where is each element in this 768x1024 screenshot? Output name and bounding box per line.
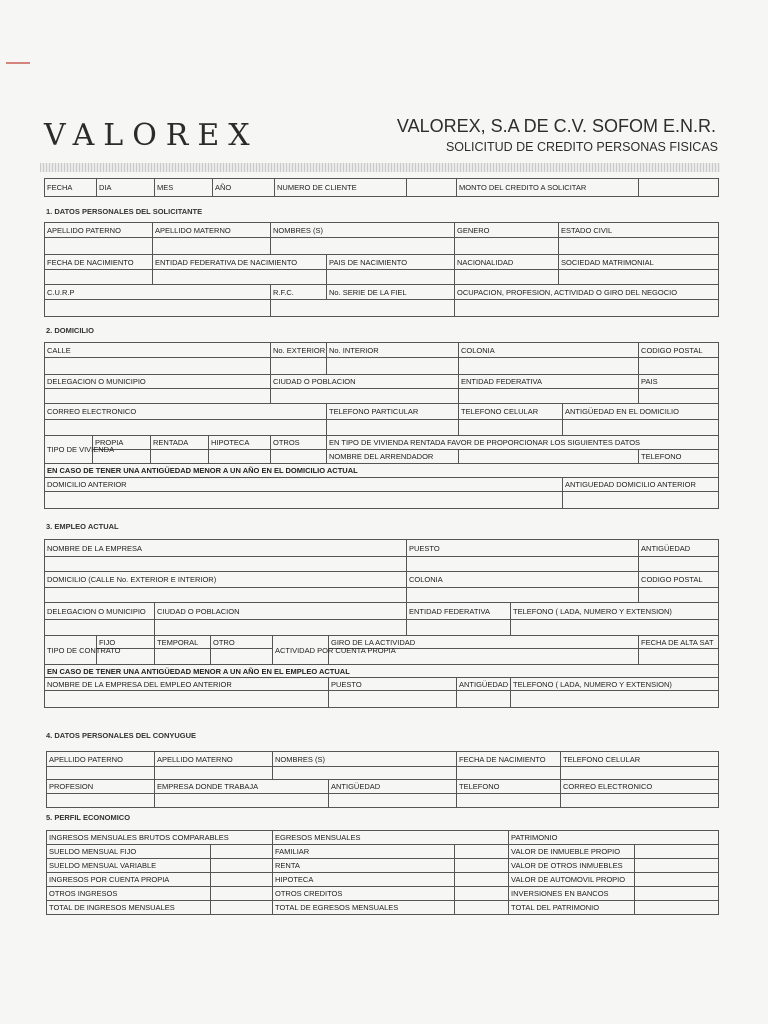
otros-checkbox[interactable] [271, 450, 327, 464]
patrimonio-label: INVERSIONES EN BANCOS [509, 887, 635, 901]
conyuge-correo-field[interactable] [561, 794, 719, 808]
conyuge-antiguedad-field[interactable] [329, 794, 457, 808]
total-egresos-field[interactable] [455, 901, 509, 915]
domicilio-anterior-label: DOMICILIO ANTERIOR [45, 478, 563, 492]
estado-civil-field[interactable] [559, 238, 719, 255]
delegacion-field[interactable] [45, 389, 271, 404]
conyuge-apellido-paterno-field[interactable] [47, 767, 155, 780]
fecha-nacimiento-label: FECHA DE NACIMIENTO [45, 255, 153, 270]
conyuge-telefono-field[interactable] [457, 794, 561, 808]
conyuge-telefono-label: TELEFONO [457, 780, 561, 794]
no-interior-label: No. INTERIOR [327, 343, 459, 358]
patrimonio-field[interactable] [635, 873, 719, 887]
puesto-anterior-field[interactable] [329, 691, 457, 708]
egreso-field[interactable] [455, 859, 509, 873]
ingreso-label: INGRESOS POR CUENTA PROPIA [47, 873, 211, 887]
rentada-note: EN TIPO DE VIVIENDA RENTADA FAVOR DE PROPORCIONAR LOS SIGUIENTES DATOS [327, 436, 719, 450]
empresa-label: NOMBRE DE LA EMPRESA [45, 540, 407, 557]
egreso-label: RENTA [273, 859, 455, 873]
pais-field[interactable] [639, 389, 719, 404]
ingreso-field[interactable] [211, 887, 273, 901]
codigo-postal-label: CODIGO POSTAL [639, 343, 719, 358]
egresos-header: EGRESOS MENSUALES [273, 831, 509, 845]
conyuge-apellido-paterno-label: APELLIDO PATERNO [47, 752, 155, 767]
patrimonio-label: VALOR DE INMUEBLE PROPIO [509, 845, 635, 859]
economic-profile-table [46, 830, 719, 915]
patrimonio-field[interactable] [635, 887, 719, 901]
fecha-label: FECHA [45, 179, 97, 197]
total-ingresos-label: TOTAL DE INGRESOS MENSUALES [47, 901, 211, 915]
ciudad-empleo-label: CIUDAD O POBLACION [155, 603, 407, 620]
empresa-anterior-label: NOMBRE DE LA EMPRESA DEL EMPLEO ANTERIOR [45, 678, 329, 691]
domicilio-anterior-field[interactable] [45, 492, 563, 509]
patrimonio-label: VALOR DE AUTOMOVIL PROPIO [509, 873, 635, 887]
egreso-field[interactable] [455, 873, 509, 887]
margin-mark [6, 62, 30, 64]
patrimonio-header: PATRIMONIO [509, 831, 719, 845]
calle-field[interactable] [45, 358, 271, 375]
personal-data-table [44, 222, 719, 317]
codigo-postal-empleo-field[interactable] [639, 588, 719, 603]
conyuge-apellido-materno-label: APELLIDO MATERNO [155, 752, 273, 767]
ciudad-field[interactable] [271, 389, 459, 404]
total-ingresos-field[interactable] [211, 901, 273, 915]
delegacion-empleo-field[interactable] [45, 620, 155, 636]
puesto-anterior-label: PUESTO [329, 678, 457, 691]
ingreso-field[interactable] [211, 845, 273, 859]
nacionalidad-field[interactable] [455, 270, 559, 285]
conyuge-antiguedad-label: ANTIGÜEDAD [329, 780, 457, 794]
antiguedad-domicilio-label: ANTIGÜEDAD EN EL DOMICILIO [563, 404, 719, 420]
domicilio-menor-anio-note: EN CASO DE TENER UNA ANTIGÜEDAD MENOR A UN AÑO EN EL DOMICILIO ACTUAL [45, 464, 719, 478]
otro-option[interactable]: OTRO [211, 636, 273, 649]
section-4-title: 4. DATOS PERSONALES DEL CONYUGUE [46, 731, 197, 740]
temporal-option[interactable]: TEMPORAL [155, 636, 211, 649]
fecha-nacimiento-field[interactable] [45, 270, 153, 285]
antiguedad-anterior-empleo-label: ANTIGÜEDAD [457, 678, 511, 691]
pais-label: PAIS [639, 375, 719, 389]
egreso-label: FAMILIAR [273, 845, 455, 859]
logo: VALOREX [44, 118, 259, 153]
ocupacion-label: OCUPACION, PROFESION, ACTIVIDAD O GIRO DEL NEGOCIO [455, 285, 719, 300]
no-exterior-label: No. EXTERIOR [271, 343, 327, 358]
company-name: VALOREX, S.A DE C.V. SOFOM E.N.R. [396, 116, 716, 136]
pais-nacimiento-label: PAIS DE NACIMIENTO [327, 255, 455, 270]
apellido-paterno-label: APELLIDO PATERNO [45, 223, 153, 238]
calle-label: CALLE [45, 343, 271, 358]
request-info-table [44, 178, 719, 197]
sociedad-field[interactable] [559, 270, 719, 285]
colonia-empleo-label: COLONIA [407, 572, 639, 588]
entidad-empleo-field[interactable] [407, 620, 511, 636]
empleo-menor-anio-note: EN CASO DE TENER UNA ANTIGÜEDAD MENOR A UN AÑO EN EL EMPLEO ACTUAL [45, 665, 719, 678]
conyuge-profesion-field[interactable] [47, 794, 155, 808]
domicilio-empleo-field[interactable] [45, 588, 407, 603]
propia-option[interactable]: PROPIA [93, 436, 151, 450]
address-table [44, 342, 719, 509]
telefono-anterior-field[interactable] [511, 691, 719, 708]
egreso-field[interactable] [455, 887, 509, 901]
telefono-anterior-label: TELEFONO ( LADA, NUMERO Y EXTENSION) [511, 678, 719, 691]
delegacion-empleo-label: DELEGACION O MUNICIPIO [45, 603, 155, 620]
no-interior-field[interactable] [327, 358, 459, 375]
tel-particular-label: TELEFONO PARTICULAR [327, 404, 459, 420]
rentada-option[interactable]: RENTADA [151, 436, 209, 450]
employment-table [44, 539, 719, 708]
monto-label: MONTO DEL CREDITO A SOLICITAR [457, 179, 639, 197]
rentada-checkbox[interactable] [151, 450, 209, 464]
arrendador-label: NOMBRE DEL ARRENDADOR [327, 450, 459, 464]
tel-celular-field[interactable] [459, 420, 563, 436]
telefono-arrendador-label: TELEFONO [639, 450, 719, 464]
antiguedad-anterior-label: ANTIGUEDAD DOMICILIO ANTERIOR [563, 478, 719, 492]
giro-label: GIRO DE LA ACTIVIDAD [329, 636, 639, 649]
hipoteca-checkbox[interactable] [209, 450, 271, 464]
entidad-nacimiento-label: ENTIDAD FEDERATIVA DE NACIMIENTO [153, 255, 327, 270]
header-divider [40, 163, 720, 172]
ingreso-field[interactable] [211, 873, 273, 887]
anio-field[interactable]: AÑO [213, 179, 275, 197]
temporal-checkbox[interactable] [155, 649, 211, 665]
tel-celular-label: TELEFONO CELULAR [459, 404, 563, 420]
apellido-materno-label: APELLIDO MATERNO [153, 223, 271, 238]
patrimonio-field[interactable] [635, 859, 719, 873]
conyuge-empresa-field[interactable] [155, 794, 329, 808]
ingreso-field[interactable] [211, 859, 273, 873]
estado-civil-label: ESTADO CIVIL [559, 223, 719, 238]
telefono-empleo-label: TELEFONO ( LADA, NUMERO Y EXTENSION) [511, 603, 719, 620]
tel-particular-field[interactable] [327, 420, 459, 436]
nombres-field[interactable] [271, 238, 455, 255]
fecha-alta-label: FECHA DE ALTA SAT [639, 636, 719, 649]
rfc-label: R.F.C. [271, 285, 327, 300]
conyuge-fecha-nacimiento-field[interactable] [457, 767, 561, 780]
ciudad-label: CIUDAD O POBLACION [271, 375, 459, 389]
tipo-contrato-label: TIPO DE CONTRATO [45, 636, 97, 665]
antiguedad-empleo-field[interactable] [639, 557, 719, 572]
domicilio-empleo-label: DOMICILIO (CALLE No. EXTERIOR E INTERIOR) [45, 572, 407, 588]
ingreso-label: SUELDO MENSUAL FIJO [47, 845, 211, 859]
conyuge-nombres-field[interactable] [273, 767, 457, 780]
hipoteca-option[interactable]: HIPOTECA [209, 436, 271, 450]
ingreso-label: OTROS INGRESOS [47, 887, 211, 901]
empresa-anterior-field[interactable] [45, 691, 329, 708]
entidad-empleo-label: ENTIDAD FEDERATIVA [407, 603, 511, 620]
antiguedad-domicilio-field[interactable] [563, 420, 719, 436]
puesto-label: PUESTO [407, 540, 639, 557]
puesto-field[interactable] [407, 557, 639, 572]
conyuge-tel-celular-label: TELEFONO CELULAR [561, 752, 719, 767]
section-2-title: 2. DOMICILIO [46, 326, 94, 335]
no-exterior-field[interactable] [271, 358, 327, 375]
antiguedad-anterior-field[interactable] [563, 492, 719, 509]
numero-cliente-field[interactable] [407, 179, 457, 197]
colonia-empleo-field[interactable] [407, 588, 639, 603]
conyuge-apellido-materno-field[interactable] [155, 767, 273, 780]
section-5-title: 5. PERFIL ECONOMICO [46, 813, 131, 822]
section-1-title: 1. DATOS PERSONALES DEL SOLICITANTE [46, 207, 203, 216]
conyuge-fecha-nacimiento-label: FECHA DE NACIMIENTO [457, 752, 561, 767]
pais-nacimiento-field[interactable] [327, 270, 455, 285]
total-patrimonio-label: TOTAL DEL PATRIMONIO [509, 901, 635, 915]
total-patrimonio-field[interactable] [635, 901, 719, 915]
genero-label: GENERO [455, 223, 559, 238]
conyuge-profesion-label: PROFESION [47, 780, 155, 794]
patrimonio-label: VALOR DE OTROS INMUEBLES [509, 859, 635, 873]
colonia-field[interactable] [459, 358, 639, 375]
fecha-alta-field[interactable] [639, 649, 719, 665]
curp-field[interactable] [45, 300, 271, 317]
cuenta-propia-option[interactable]: ACTIVIDAD POR CUENTA PROPIA [273, 636, 329, 665]
antiguedad-empleo-label: ANTIGÜEDAD [639, 540, 719, 557]
egreso-label: OTROS CREDITOS [273, 887, 455, 901]
curp-label: C.U.R.P [45, 285, 271, 300]
antiguedad-anterior-empleo-field[interactable] [457, 691, 511, 708]
telefono-empleo-field[interactable] [511, 620, 719, 636]
conyuge-nombres-label: NOMBRES (S) [273, 752, 457, 767]
fijo-option[interactable]: FIJO [97, 636, 155, 649]
patrimonio-field[interactable] [635, 845, 719, 859]
ingresos-header: INGRESOS MENSUALES BRUTOS COMPARABLES [47, 831, 273, 845]
nombres-label: NOMBRES (S) [271, 223, 455, 238]
conyuge-correo-label: CORREO ELECTRONICO [561, 780, 719, 794]
ciudad-empleo-field[interactable] [155, 620, 407, 636]
ingreso-label: SUELDO MENSUAL VARIABLE [47, 859, 211, 873]
egreso-label: HIPOTECA [273, 873, 455, 887]
arrendador-field[interactable] [459, 450, 639, 464]
genero-field[interactable] [455, 238, 559, 255]
egreso-field[interactable] [455, 845, 509, 859]
delegacion-label: DELEGACION O MUNICIPIO [45, 375, 271, 389]
otros-option[interactable]: OTROS [271, 436, 327, 450]
apellido-paterno-field[interactable] [45, 238, 153, 255]
nacionalidad-label: NACIONALIDAD [455, 255, 559, 270]
correo-field[interactable] [45, 420, 327, 436]
numero-cliente-label: NUMERO DE CLIENTE [275, 179, 407, 197]
sociedad-label: SOCIEDAD MATRIMONIAL [559, 255, 719, 270]
conyuge-tel-celular-field[interactable] [561, 767, 719, 780]
serie-fiel-label: No. SERIE DE LA FIEL [327, 285, 455, 300]
entidad-label: ENTIDAD FEDERATIVA [459, 375, 639, 389]
conyuge-empresa-label: EMPRESA DONDE TRABAJA [155, 780, 329, 794]
otro-checkbox[interactable] [211, 649, 273, 665]
monto-field[interactable] [639, 179, 719, 197]
entidad-nacimiento-field[interactable] [153, 270, 327, 285]
empresa-field[interactable] [45, 557, 407, 572]
colonia-label: COLONIA [459, 343, 639, 358]
entidad-field[interactable] [459, 389, 639, 404]
apellido-materno-field[interactable] [153, 238, 271, 255]
tipo-vivienda-label: TIPO DE VIVIENDA [45, 436, 93, 464]
correo-label: CORREO ELECTRONICO [45, 404, 327, 420]
dia-field[interactable]: DIA [97, 179, 155, 197]
rfc-field[interactable] [271, 300, 455, 317]
codigo-postal-empleo-label: CODIGO POSTAL [639, 572, 719, 588]
section-3-title: 3. EMPLEO ACTUAL [46, 522, 119, 531]
codigo-postal-field[interactable] [639, 358, 719, 375]
mes-field[interactable]: MES [155, 179, 213, 197]
total-egresos-label: TOTAL DE EGRESOS MENSUALES [273, 901, 455, 915]
spouse-table [46, 751, 719, 808]
form-title: SOLICITUD DE CREDITO PERSONAS FISICAS [445, 140, 718, 154]
ocupacion-field[interactable] [455, 300, 719, 317]
